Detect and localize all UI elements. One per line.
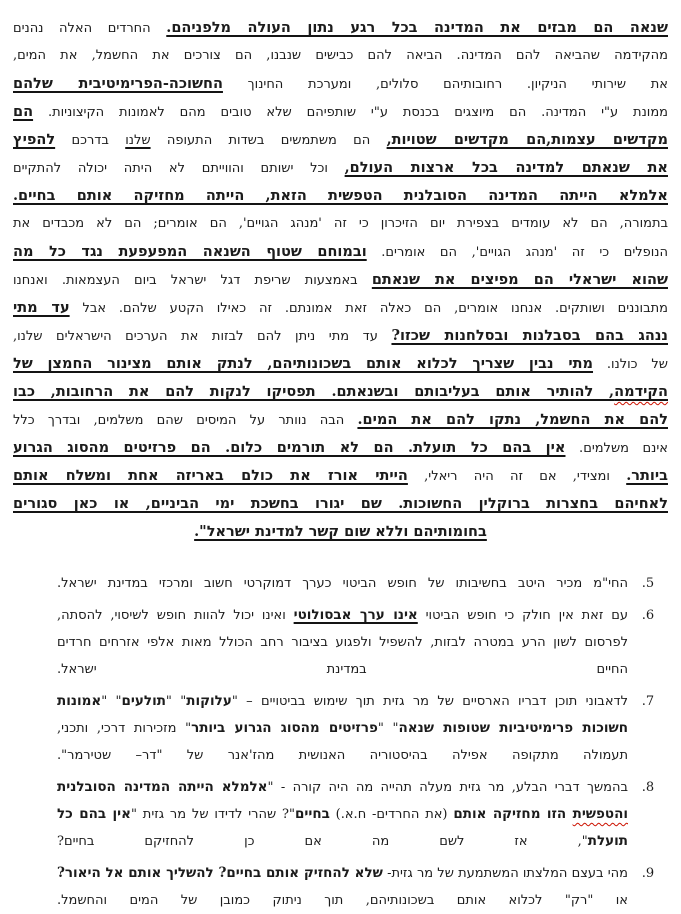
text-segment: מתבוננים ושותקים. אנחנו אומרים, הם כאלה זאת אמונתם. זה כאילו הקטע שלהם. אבל <box>69 301 668 316</box>
list-item-line <box>57 715 628 742</box>
quote-line <box>13 434 668 462</box>
emphasized-text-segment: הייתי אורז את כולם באריזה אחת ומשלח אותם <box>13 467 408 484</box>
quote-line <box>13 322 668 350</box>
quote-line <box>13 70 668 98</box>
text-segment: הם משתמשים בשדות התעופה <box>150 133 387 148</box>
list-item-line <box>57 688 628 715</box>
quote-line <box>13 462 668 490</box>
emphasized-text-segment: חשוכות פרימיטיביות שטופות שנאה <box>398 720 629 736</box>
emphasized-text-segment: אין בהם כל <box>57 806 131 822</box>
emphasized-text-segment: מתי נבין שצריך לכלוא אותם בשכונותיהם, לנתק אותם מצינור החמצן של <box>13 355 594 372</box>
list-item-number: 7. <box>641 694 655 709</box>
list-item-content <box>57 774 628 855</box>
quote-line <box>13 238 668 266</box>
text-segment: של כולנו. <box>593 357 668 372</box>
quote-line <box>13 126 668 154</box>
emphasized-text-segment: הזו מחזיקה אותם <box>453 806 573 822</box>
list-item-number: 9. <box>641 866 655 881</box>
quote-line <box>13 518 668 546</box>
emphasized-text-segment: שלנו <box>125 133 151 148</box>
list-item-line <box>57 828 628 855</box>
emphasized-text-segment: אלמלא הייתה המדינה הסובלנית הטפשית הזאת, הייתה מחזיקה אותם בחיים. <box>13 187 668 204</box>
list-item-line <box>57 629 628 656</box>
emphasized-text-segment: מקדשים עצמות,הם מקדשים שטויות, <box>386 131 668 148</box>
text-segment: וכל ישותם והווייתם לא היתה יכולה להתקיים <box>13 161 345 176</box>
emphasized-text-segment: ביותר. <box>626 467 668 484</box>
emphasized-text-segment: שנאה הם מבזים את המדינה בכל רגע נתון העולה מלפניהם. <box>166 19 668 36</box>
emphasized-text-segment <box>573 806 628 822</box>
quote-line <box>13 294 668 322</box>
text-segment: ", אז לשם מה אם כן להחזיקם בחיים? <box>57 834 588 849</box>
text-segment: לדאבוני תוכן דבריו הארסיים של מר גזית תוך שימוש בביטויים – " <box>231 694 628 709</box>
list-item-8 <box>13 774 668 855</box>
quoted-excerpt-paragraph <box>13 14 668 546</box>
list-item-content <box>57 602 628 683</box>
text-segment: או "רק" לכלוא אותם בשכונותיהם, תוך ניתוק כמובן של המים והחשמל. <box>57 893 628 908</box>
list-item-number: 8. <box>641 780 655 795</box>
text-segment: הבה נוותר על המיסים שהם משלמים, ובדרך כלל <box>13 413 358 428</box>
text-segment: מהקידמה שהביאה להם המדינה. הביאה להם כבישים שנבנו, הם צורכים את החשמל, את המים, <box>13 48 668 63</box>
quote-line <box>13 490 668 518</box>
emphasized-text-segment: , להותיר אותם בעליבותם ובשנאתם. תפסיקו לנקות להם את הרחובות, כבו <box>13 383 615 400</box>
text-segment: את שירותי הניקיון. רחובותיהם סלולים, ומערכת החינוך <box>222 77 668 92</box>
text-segment: עם זאת אין חולק כי חופש הביטוי <box>417 608 628 623</box>
text-segment: בדרכם <box>55 133 126 148</box>
emphasized-text-segment: להפיץ <box>13 131 56 148</box>
emphasized-text-segment: ננהג בהם בסבלנות ובסלחנות שכזו? <box>391 327 668 344</box>
emphasized-text-segment: עלוקות <box>186 693 232 709</box>
list-item-line <box>57 860 628 887</box>
list-item-6 <box>13 602 668 683</box>
text-segment: ואינו יכול להוות חופש לשיסוי, להסתה, <box>57 608 294 623</box>
quote-line <box>13 210 668 238</box>
list-item-content <box>57 860 628 914</box>
emphasized-text-segment <box>614 383 668 400</box>
emphasized-text-segment: החשוכה-הפרימיטיבית שלהם <box>13 75 223 92</box>
emphasized-text-segment: אינו ערך אבסולוטי <box>293 607 418 623</box>
quote-line <box>13 42 668 70</box>
emphasized-text-segment: אמונות <box>57 693 102 709</box>
text-segment: בהמשך דברי הבלע, מר גזית מעלה תהייה מה היה קורה - " <box>267 780 628 795</box>
emphasized-text-segment: בחיים <box>294 806 330 822</box>
spellcheck-flagged-word: הקידמה <box>614 383 668 400</box>
text-segment: החי"מ מכיר היטב בחשיבותו של חופש הביטוי כערך דמוקרטי חשוב ומרכזי במדינת ישראל. <box>57 576 628 591</box>
quote-line <box>13 378 668 406</box>
list-item-content <box>57 688 628 769</box>
quote-line <box>13 350 668 378</box>
emphasized-text-segment: הם <box>13 103 34 120</box>
list-item-number: 6. <box>641 608 655 623</box>
list-item-5 <box>13 570 668 597</box>
text-segment: ממונת ע"י המדינה. הם מיוצגים בכנסת ע"י שותפיהם שלא טובים מהם לאמונות הקיצוניות. <box>33 105 668 120</box>
list-item-line <box>57 570 628 597</box>
emphasized-text-segment: שלא להחזיק אותם בחיים? להשליך אותם אל היאור? <box>57 865 383 881</box>
text-segment: החרדים האלה נהנים <box>13 21 167 36</box>
text-segment: מהי בעצם המלצתו המשתמעת של מר גזית- <box>382 866 628 881</box>
quote-line <box>13 266 668 294</box>
emphasized-text-segment: ובמוחם שטוף השנאה המפעפעת נגד כל מה <box>13 243 367 260</box>
emphasized-text-segment: להם את החשמל, נתקו להם את המים. <box>357 411 668 428</box>
list-item-line <box>57 801 628 828</box>
quote-line <box>13 154 668 182</box>
text-segment: החיים במדינת ישראל. <box>57 662 628 677</box>
text-segment: עד מתי ניתן להם לבזות את הערכים הישראלים שלנו, <box>13 329 392 344</box>
numbered-list <box>13 570 668 914</box>
text-segment: אינם משלמים. <box>565 441 668 456</box>
emphasized-text-segment: אלמלא הייתה המדינה הסובלנית <box>57 779 268 795</box>
list-item-line <box>57 774 628 801</box>
emphasized-text-segment: שהוא ישראלי הם מפיצים את שנאתם <box>371 271 668 288</box>
emphasized-text-segment: לאחיהם בחצרות ברוקלין החשוכות. שם יגורו בחשכת ימי הביניים, או כאן סגורים <box>13 495 668 512</box>
emphasized-text-segment: אין בהם כל תועלת. הם לא תורמים כלום. הם פרזיטים מהסוג הגרוע <box>13 439 566 456</box>
text-segment: תעמולה מתקופה אפילה בהיסטוריה האנושית מהז'אנר של "דר– שטירמר". <box>57 748 628 763</box>
text-segment: "? שהרי לדידו של מר גזית " <box>130 807 295 822</box>
list-item-line <box>57 887 628 914</box>
text-segment: " מזכירות דרכי, ותכני, <box>57 721 192 736</box>
quote-line <box>13 14 668 42</box>
list-item-7 <box>13 688 668 769</box>
list-item-line <box>57 602 628 629</box>
list-item-line <box>57 742 628 769</box>
text-segment: בתמורה, הם לא עומדים בצפירת יום הזיכרון כי זה 'מנהג הגויים', הם אומרים; הם לא מכבדים את <box>13 216 668 231</box>
emphasized-text-segment: עד מתי <box>13 299 70 316</box>
list-item-content <box>57 570 628 597</box>
text-segment: הנופלים כי זה 'מנהג הגויים', הם אומרים. <box>366 245 668 260</box>
emphasized-text-segment: תולעים <box>121 693 166 709</box>
list-item-9 <box>13 860 668 914</box>
quote-line <box>13 98 668 126</box>
text-segment: " " <box>165 694 187 709</box>
emphasized-text-segment: תועלת <box>587 833 628 849</box>
list-item-line <box>57 656 628 683</box>
text-segment: " " <box>377 721 399 736</box>
text-segment: " " <box>101 694 122 709</box>
emphasized-text-segment: את שנאתם למדינה בכל ארצות העולם, <box>344 159 668 176</box>
spellcheck-flagged-word: והטפשית <box>572 806 628 822</box>
text-segment: ומצידי, אם זה היה ריאלי, <box>407 469 627 484</box>
text-segment: באמצעות שריפת דגל ישראל ביום העצמאות. ואנחנו <box>13 273 372 288</box>
text-segment: (את החרדים- ח.א.) <box>329 807 454 822</box>
emphasized-text-segment: פרזיטים מהסוג הגרוע ביותר <box>191 720 378 736</box>
quote-line <box>13 182 668 210</box>
text-segment: לפרסום לשון הרע במטרה לבזות, להשפיל ולפגוע בציבור רחב הכולל מאות אלפי אזרחים חרדים <box>57 635 628 650</box>
emphasized-text-segment: בחומותיהם וללא שום קשר למדינת ישראל". <box>194 523 487 540</box>
list-item-number: 5. <box>641 576 655 591</box>
quote-line <box>13 406 668 434</box>
